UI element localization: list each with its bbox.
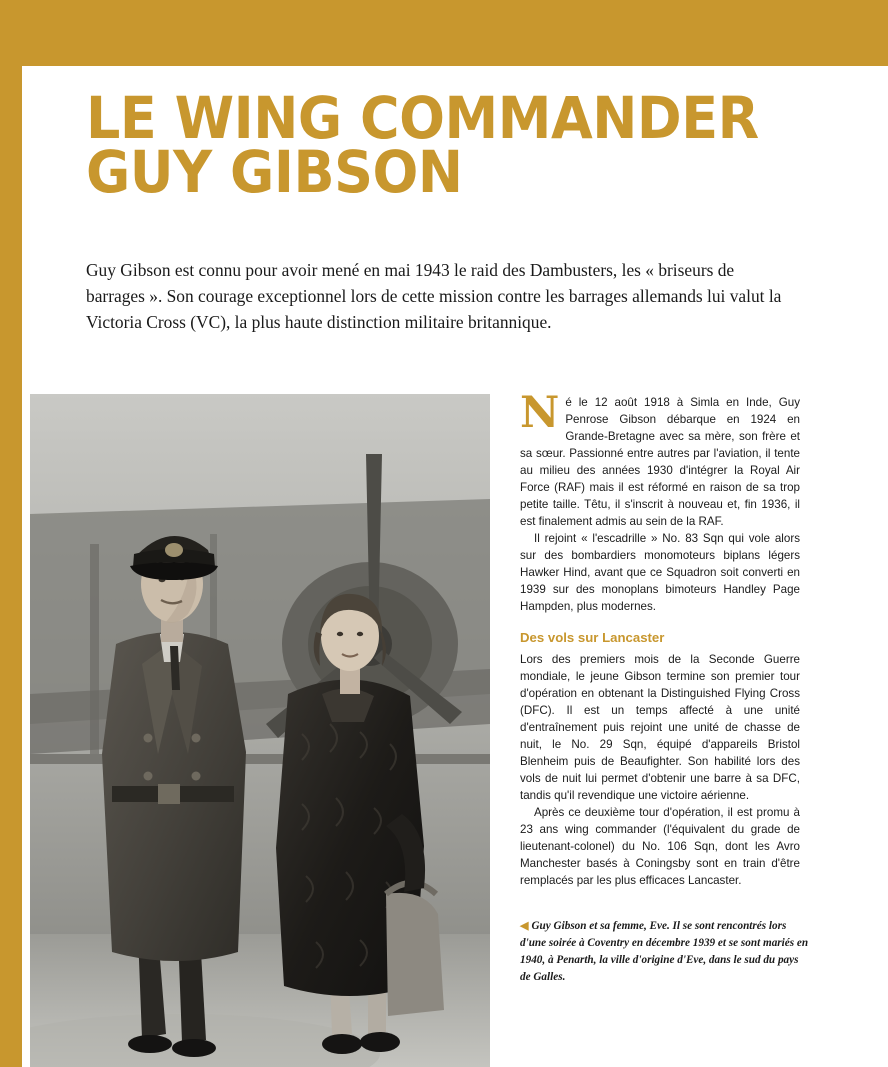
- caption-arrow-icon: ◀: [520, 920, 529, 932]
- body-paragraph-1-text: é le 12 août 1918 à Simla en Inde, Guy Penrose Gibson débarque en 1924 en Grande-Bretagne avec sa mère, son frère et sa sœur. Passionné entre autres par l'aviation, il tente au milieu des années 1930 d'intégrer la Royal Air Force (RAF) mais il est réformé en raison de sa trop petite taille. Têtu, il s'inscrit à nouveau et, fin 1936, il est finalement admis au sein de la RAF.: [520, 396, 800, 529]
- article-body: [520, 388, 800, 889]
- article-photo: [30, 394, 490, 1067]
- section-subhead: Des vols sur Lancaster: [520, 630, 665, 646]
- drop-cap: N: [520, 388, 560, 438]
- body-paragraph-2: Il rejoint « l'escadrille » No. 83 Sqn qui vole alors sur des bombardiers monomoteurs biplans légers Hawker Hind, avant que ce Squadron soit converti en 1939 sur des monoplans bimoteurs Handley Page Hampden, plus modernes.: [520, 532, 800, 614]
- left-accent-bar: [0, 0, 22, 1067]
- headline-line-2: GUY GIBSON: [86, 137, 463, 206]
- top-accent-band: [22, 0, 888, 66]
- body-paragraph-3: Lors des premiers mois de la Seconde Guerre mondiale, le jeune Gibson termine son premier tour d'opération en obtenant la Distinguished Flying Cross (DFC). Il est un temps affecté à une unité d'entraînement puis rejoint une unité de chasse de nuit, le No. 29 Sqn, équipé d'appareils Bristol Blenheim puis de Beaufighter. Son habilité lors des vols de nuit lui permet d'obtenir une barre à sa DFC, tandis qu'il revendique une victoire aérienne.: [520, 652, 800, 803]
- body-paragraph-1: [520, 388, 800, 530]
- headline: [86, 84, 802, 206]
- headline-line-1: LE WING COMMANDER: [86, 84, 759, 152]
- body-paragraph-4: Après ce deuxième tour d'opération, il est promu à 23 ans wing commander (l'équivalent du grade de lieutenant-colonel) du No. 106 Sqn, dont les Avro Manchester basés à Coningsby sont en train d'être remplacés par les plus efficaces Lancaster.: [520, 806, 800, 888]
- page-title: [86, 84, 856, 206]
- photo-caption: [520, 918, 810, 986]
- caption-text: Guy Gibson et sa femme, Eve. Il se sont rencontrés lors d'une soirée à Coventry en décembre 1939 et se sont mariés en 1940, à Penarth, la ville d'origine d'Eve, dans le sud du pays de Galles.: [520, 920, 809, 984]
- standfirst: Guy Gibson est connu pour avoir mené en mai 1943 le raid des Dambusters, les « briseurs de barrages ». Son courage exceptionnel lors de cette mission contre les barrages allemands lui valut la Victoria Cross (VC), la plus haute distinction militaire britannique.: [86, 260, 782, 332]
- photo-illustration: [30, 394, 490, 1067]
